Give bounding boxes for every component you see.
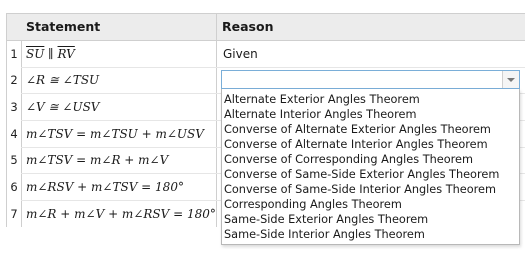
statement-text: m∠R + m∠V + m∠RSV = 180° [26, 207, 216, 221]
row-number: 1 [10, 47, 18, 61]
option-corresponding-angles-theorem[interactable]: Corresponding Angles Theorem [224, 198, 402, 211]
segment-su: $\overline{SU}$ [26, 47, 45, 61]
statement-text [26, 41, 75, 67]
statement-text: m∠RSV + m∠TSV = 180° [26, 180, 184, 194]
option-alternate-interior-angles-theorem[interactable]: Alternate Interior Angles Theorem [224, 108, 417, 121]
option-same-side-interior-angles-theorem[interactable]: Same-Side Interior Angles Theorem [224, 228, 425, 241]
option-same-side-exterior-angles-theorem[interactable]: Same-Side Exterior Angles Theorem [224, 213, 429, 226]
row-number: 3 [10, 100, 18, 114]
chevron-down-icon [507, 78, 515, 82]
statement-column-header: Statement [26, 19, 101, 34]
table-header [7, 14, 525, 41]
reason-options-list [221, 89, 520, 245]
statement-text: ∠R ≅ ∠TSU [26, 73, 100, 87]
row-number: 4 [10, 127, 18, 141]
option-converse-corresponding[interactable]: Converse of Corresponding Angles Theorem [224, 153, 473, 166]
dropdown-toggle[interactable] [502, 71, 519, 88]
row-number: 5 [10, 153, 18, 167]
segment-rv: $\overline{RV}$ [57, 47, 75, 61]
row-number: 6 [10, 180, 18, 194]
option-converse-alternate-exterior[interactable]: Converse of Alternate Exterior Angles Theorem [224, 123, 491, 136]
row-number: 7 [10, 207, 18, 221]
option-alternate-exterior-angles-theorem[interactable]: Alternate Exterior Angles Theorem [224, 93, 420, 106]
table-row [7, 41, 525, 67]
reason-column-header: Reason [222, 19, 274, 34]
statement-text: ∠V ≅ ∠USV [26, 100, 100, 114]
row-number: 2 [10, 73, 18, 87]
option-converse-alternate-interior[interactable]: Converse of Alternate Interior Angles Theorem [224, 138, 488, 151]
option-converse-same-side-exterior[interactable]: Converse of Same-Side Exterior Angles Theorem [224, 168, 500, 181]
parallel-symbol: ∥ [44, 47, 58, 61]
option-converse-same-side-interior[interactable]: Converse of Same-Side Interior Angles Theorem [224, 183, 496, 196]
reason-dropdown[interactable] [221, 70, 520, 89]
reason-text: Given [223, 47, 258, 61]
statement-text: m∠TSV = m∠TSU + m∠USV [26, 127, 204, 141]
statement-text: m∠TSV = m∠R + m∠V [26, 153, 169, 167]
